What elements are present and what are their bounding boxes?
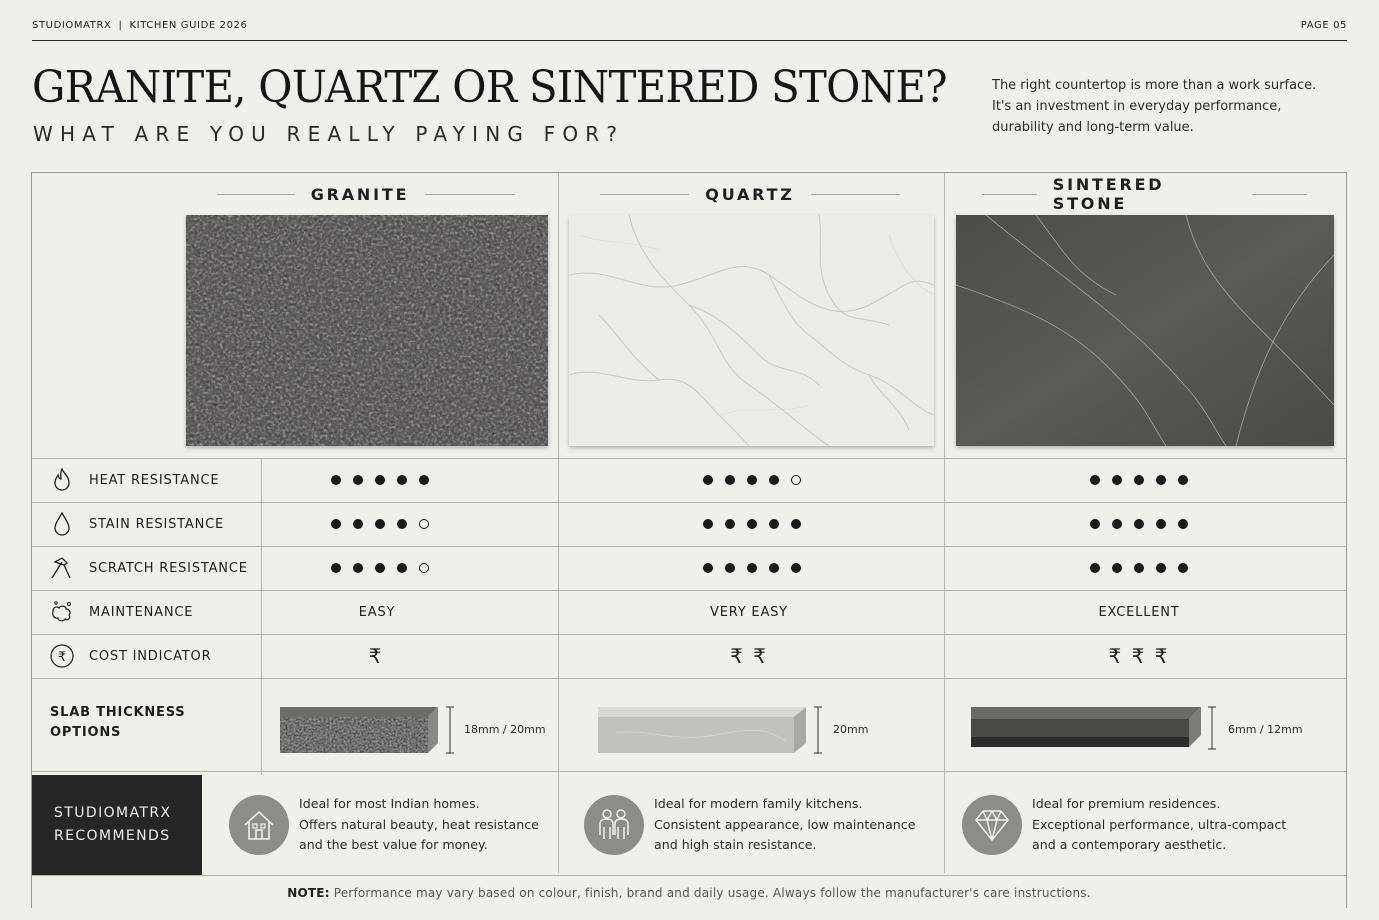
quartz-recommendation <box>584 775 934 875</box>
flame-icon <box>49 467 75 493</box>
recommendation-text: Ideal for most Indian homes. Offers natural beauty, heat resistance and the best value for money. <box>299 796 539 853</box>
row-label: SCRATCH RESISTANCE <box>89 560 248 576</box>
row-label: HEAT RESISTANCE <box>89 472 220 488</box>
granite-slab-illustration <box>278 703 458 755</box>
rupee-icon <box>49 643 75 669</box>
rating-dot-filled <box>1178 519 1188 529</box>
rating-dot-filled <box>397 475 407 485</box>
rating-dot-filled <box>1112 563 1122 573</box>
rating-dot-filled <box>725 563 735 573</box>
footnote <box>32 886 1346 900</box>
sintered-maintenance: EXCELLENT <box>1098 604 1180 620</box>
sintered-heat-rating <box>945 458 1333 502</box>
page-subtitle: WHAT ARE YOU REALLY PAYING FOR? <box>33 122 625 146</box>
rating-dot-filled <box>747 475 757 485</box>
rating-dot-filled <box>331 519 341 529</box>
rating-dot-filled <box>1090 519 1100 529</box>
rating-dot-filled <box>1156 519 1166 529</box>
recommendation-text: Ideal for modern family kitchens. Consistent appearance, low maintenance and high stain resistance. <box>654 796 916 853</box>
granite-swatch-image <box>186 215 548 446</box>
house-icon <box>229 795 289 855</box>
rating-dot-filled <box>769 475 779 485</box>
quartz-texture <box>569 215 934 446</box>
droplet-icon <box>49 511 75 537</box>
brand-name: STUDIOMATRX <box>32 20 112 31</box>
diamond-icon <box>962 795 1022 855</box>
row-heat-resistance <box>32 458 261 502</box>
rating-dot-filled <box>1134 563 1144 573</box>
sintered-stone-swatch-image <box>956 215 1334 446</box>
rating-dot-filled <box>331 563 341 573</box>
rating-dot-filled <box>725 519 735 529</box>
rating-dot-filled <box>375 519 385 529</box>
comparison-table <box>31 172 1347 908</box>
rating-dot-filled <box>1134 519 1144 529</box>
rating-dot-filled <box>1112 475 1122 485</box>
row-scratch-resistance <box>32 546 261 590</box>
rating-dot-filled <box>375 475 385 485</box>
rating-dot-filled <box>1156 563 1166 573</box>
recommendation-text: Ideal for premium residences. Exceptional performance, ultra-compact and a contemporary aesthetic. <box>1032 796 1287 853</box>
quartz-slab-illustration <box>596 703 828 755</box>
granite-stain-rating <box>262 502 498 546</box>
sintered-stone-slab-illustration <box>969 703 1221 755</box>
granite-cost: ₹ <box>368 644 384 668</box>
rating-dot-filled <box>375 563 385 573</box>
granite-texture <box>186 215 548 446</box>
page-number: PAGE 05 <box>1300 20 1347 31</box>
rating-dot-filled <box>397 519 407 529</box>
quartz-stain-rating <box>559 502 944 546</box>
column-header-quartz: QUARTZ <box>600 183 900 205</box>
rating-dot-filled <box>1156 475 1166 485</box>
quartz-heat-rating <box>559 458 944 502</box>
sintered-stain-rating <box>945 502 1333 546</box>
note-label: NOTE: <box>287 886 330 900</box>
rating-dot-empty <box>419 563 429 573</box>
rating-dot-filled <box>703 519 713 529</box>
rating-dot-filled <box>1112 519 1122 529</box>
guide-label <box>32 20 247 31</box>
rating-dot-filled <box>331 475 341 485</box>
top-bar <box>32 20 1347 41</box>
rating-dot-filled <box>1178 475 1188 485</box>
row-divider <box>32 875 1346 876</box>
rating-dot-filled <box>703 475 713 485</box>
note-text: Performance may vary based on colour, finish, brand and daily usage. Always follow the manufacturer's care instructions. <box>329 886 1091 900</box>
row-label: MAINTENANCE <box>89 604 194 620</box>
rating-dot-filled <box>353 563 363 573</box>
rating-dot-empty <box>791 475 801 485</box>
row-divider <box>32 678 1346 679</box>
rating-dot-filled <box>1178 563 1188 573</box>
rating-dot-filled <box>397 563 407 573</box>
quartz-thickness: 20mm <box>833 723 869 736</box>
rating-dot-filled <box>1090 475 1100 485</box>
hammer-icon <box>49 555 75 581</box>
granite-scratch-rating <box>262 546 498 590</box>
granite-recommendation <box>229 775 549 875</box>
rating-dot-filled <box>353 475 363 485</box>
svg-text:₹: ₹ <box>57 650 67 665</box>
row-label: COST INDICATOR <box>89 648 212 664</box>
sponge-icon <box>49 599 75 625</box>
column-header-sintered-stone: SINTERED STONE <box>982 183 1307 205</box>
guide-name: KITCHEN GUIDE 2026 <box>129 20 248 31</box>
rating-dot-filled <box>747 563 757 573</box>
sintered-thickness: 6mm / 12mm <box>1228 723 1303 736</box>
rating-dot-filled <box>747 519 757 529</box>
row-label: STAIN RESISTANCE <box>89 516 224 532</box>
page-title: GRANITE, QUARTZ OR SINTERED STONE? <box>32 62 947 113</box>
family-icon <box>584 795 644 855</box>
row-divider <box>32 771 1346 772</box>
rating-dot-filled <box>703 563 713 573</box>
rating-dot-empty <box>419 519 429 529</box>
rating-dot-filled <box>419 475 429 485</box>
quartz-swatch-image <box>569 215 934 446</box>
sintered-recommendation <box>962 775 1322 875</box>
rating-dot-filled <box>1090 563 1100 573</box>
rating-dot-filled <box>1134 475 1144 485</box>
quartz-scratch-rating <box>559 546 944 590</box>
quartz-maintenance: VERY EASY <box>710 604 788 620</box>
row-stain-resistance <box>32 502 261 546</box>
separator: | <box>118 20 123 31</box>
sintered-cost: ₹ ₹ ₹ <box>1108 644 1170 668</box>
rating-dot-filled <box>791 519 801 529</box>
granite-thickness: 18mm / 20mm <box>464 723 546 736</box>
recommends-label: STUDIOMATRX RECOMMENDS <box>32 775 202 875</box>
rating-dot-filled <box>791 563 801 573</box>
column-header-granite: GRANITE <box>216 183 516 205</box>
sintered-stone-texture <box>956 215 1334 446</box>
rating-dot-filled <box>353 519 363 529</box>
row-cost-indicator <box>32 634 261 678</box>
granite-maintenance: EASY <box>358 604 396 620</box>
rating-dot-filled <box>769 563 779 573</box>
slab-thickness-label: SLAB THICKNESS OPTIONS <box>50 705 186 740</box>
rating-dot-filled <box>769 519 779 529</box>
granite-heat-rating <box>262 458 498 502</box>
rating-dot-filled <box>725 475 735 485</box>
intro-text: The right countertop is more than a work surface. It's an investment in everyday performance, durability and long-term value. <box>992 78 1317 135</box>
sintered-scratch-rating <box>945 546 1333 590</box>
row-maintenance <box>32 590 261 634</box>
quartz-cost: ₹ ₹ <box>730 644 768 668</box>
